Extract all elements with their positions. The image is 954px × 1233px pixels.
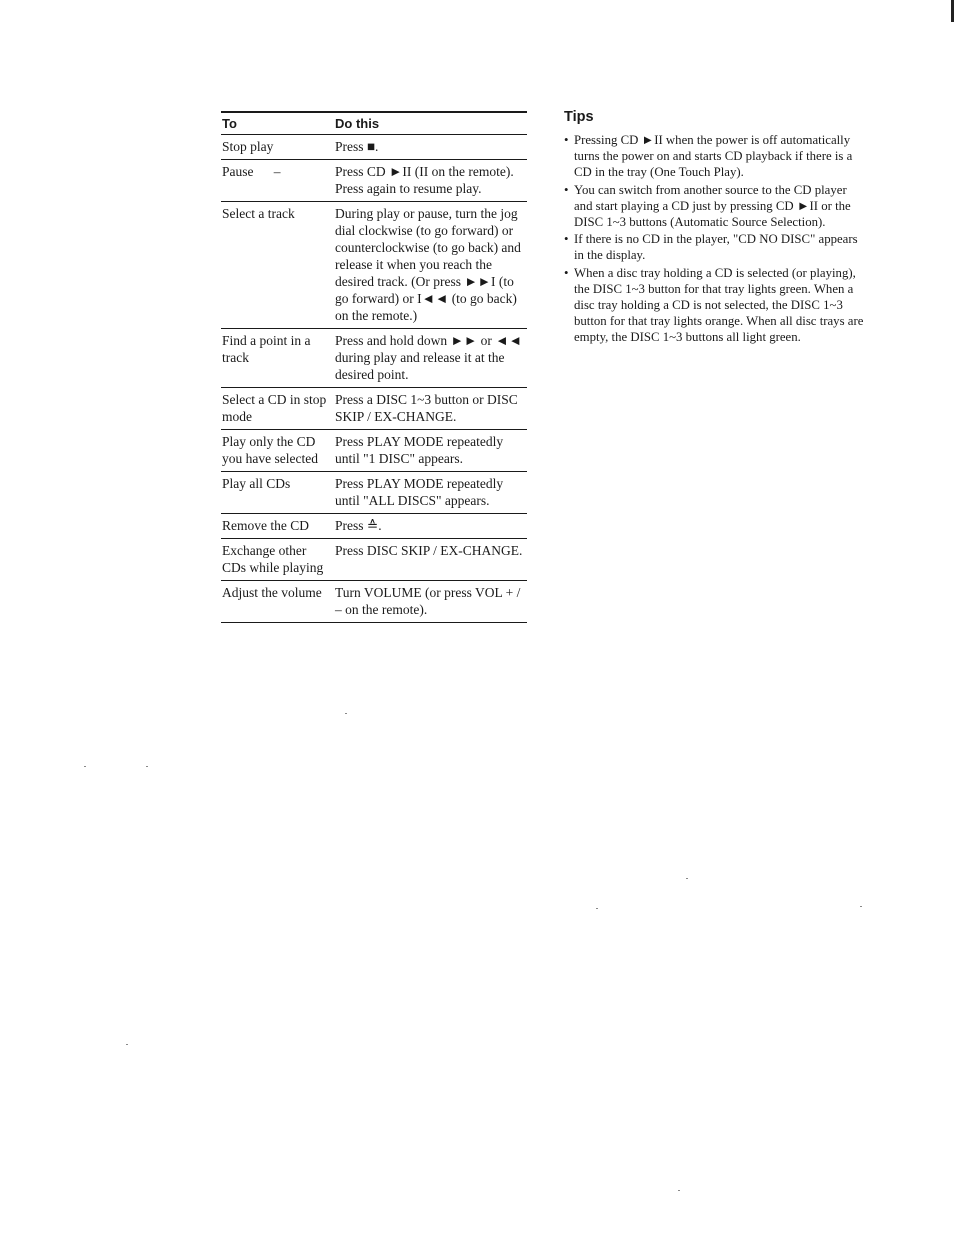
bullet-icon: •	[564, 232, 569, 247]
row-instruction: Press DISC SKIP / EX-CHANGE.	[334, 539, 527, 581]
scan-speck	[84, 766, 86, 767]
table-row	[221, 430, 527, 472]
row-action: Exchange other CDs while playing	[221, 539, 334, 581]
table-row	[221, 514, 527, 539]
tip-text: You can switch from another source to the CD player and start playing a CD just by pressing CD ►II or the DISC 1~3 buttons (Automatic Source Selection).	[574, 182, 851, 230]
table-row	[221, 539, 527, 581]
bullet-icon: •	[564, 265, 569, 280]
row-instruction: Turn VOLUME (or press VOL + / – on the remote).	[334, 581, 527, 623]
tip-text: When a disc tray holding a CD is selected (or playing), the DISC 1~3 button for that tray lights green. When a disc tray holding a CD is not selected, the DISC 1~3 button for that tray lights orange. When all disc trays are empty, the DISC 1~3 buttons all light green.	[574, 265, 864, 345]
row-action: Adjust the volume	[221, 581, 334, 623]
scan-speck	[126, 1044, 128, 1045]
scan-speck	[860, 906, 862, 907]
table-row	[221, 160, 527, 202]
table-row	[221, 202, 527, 329]
row-action: Stop play	[221, 135, 334, 160]
tip-text: Pressing CD ►II when the power is off automatically turns the power on and starts CD playback if there is a CD in the tray (One Touch Play).	[574, 133, 853, 180]
table-row	[221, 388, 527, 430]
row-action: Play all CDs	[221, 472, 334, 514]
scan-speck	[596, 908, 598, 909]
row-instruction: Press CD ►II (II on the remote). Press again to resume play.	[334, 160, 527, 202]
row-instruction: Press PLAY MODE repeatedly until "1 DISC" appears.	[334, 430, 527, 472]
bullet-icon: •	[564, 133, 569, 147]
scan-speck	[686, 878, 688, 879]
row-instruction: Press and hold down ►► or ◄◄ during play and release it at the desired point.	[334, 329, 527, 388]
scan-speck	[146, 766, 148, 767]
table-header-row	[221, 112, 527, 135]
row-action: Play only the CD you have selected	[221, 430, 334, 472]
table-row	[221, 581, 527, 623]
row-instruction: Press ■.	[334, 135, 527, 160]
tip-text: If there is no CD in the player, "CD NO DISC" appears in the display.	[574, 232, 858, 263]
tip-item	[564, 265, 864, 346]
table-row	[221, 329, 527, 388]
bullet-icon: •	[564, 182, 569, 197]
table-row	[221, 135, 527, 160]
scan-speck	[678, 1190, 680, 1191]
operations-table	[221, 111, 527, 623]
header-do-this: Do this	[334, 112, 527, 135]
row-instruction: Press ≙.	[334, 514, 527, 539]
tip-item	[564, 182, 864, 231]
tips-section	[564, 109, 864, 347]
row-action: Remove the CD	[221, 514, 334, 539]
row-action: Select a track	[221, 202, 334, 329]
row-instruction: Press a DISC 1~3 button or DISC SKIP / EX-CHANGE.	[334, 388, 527, 430]
row-action: Select a CD in stop mode	[221, 388, 334, 430]
row-action: Pause –	[221, 160, 334, 202]
tip-item	[564, 231, 864, 263]
tips-title: Tips	[564, 109, 594, 125]
table-row	[221, 472, 527, 514]
row-instruction: Press PLAY MODE repeatedly until "ALL DISCS" appears.	[334, 472, 527, 514]
row-instruction: During play or pause, turn the jog dial clockwise (to go forward) or counterclockwise (to go back) and release it when you reach the desired track. (Or press ►►I (to go forward) or I◄◄ (to go back) on the remote.)	[334, 202, 527, 329]
row-action: Find a point in a track	[221, 329, 334, 388]
tips-list	[564, 132, 864, 346]
header-to: To	[221, 112, 334, 135]
tip-item	[564, 132, 864, 181]
scan-speck	[345, 713, 347, 714]
